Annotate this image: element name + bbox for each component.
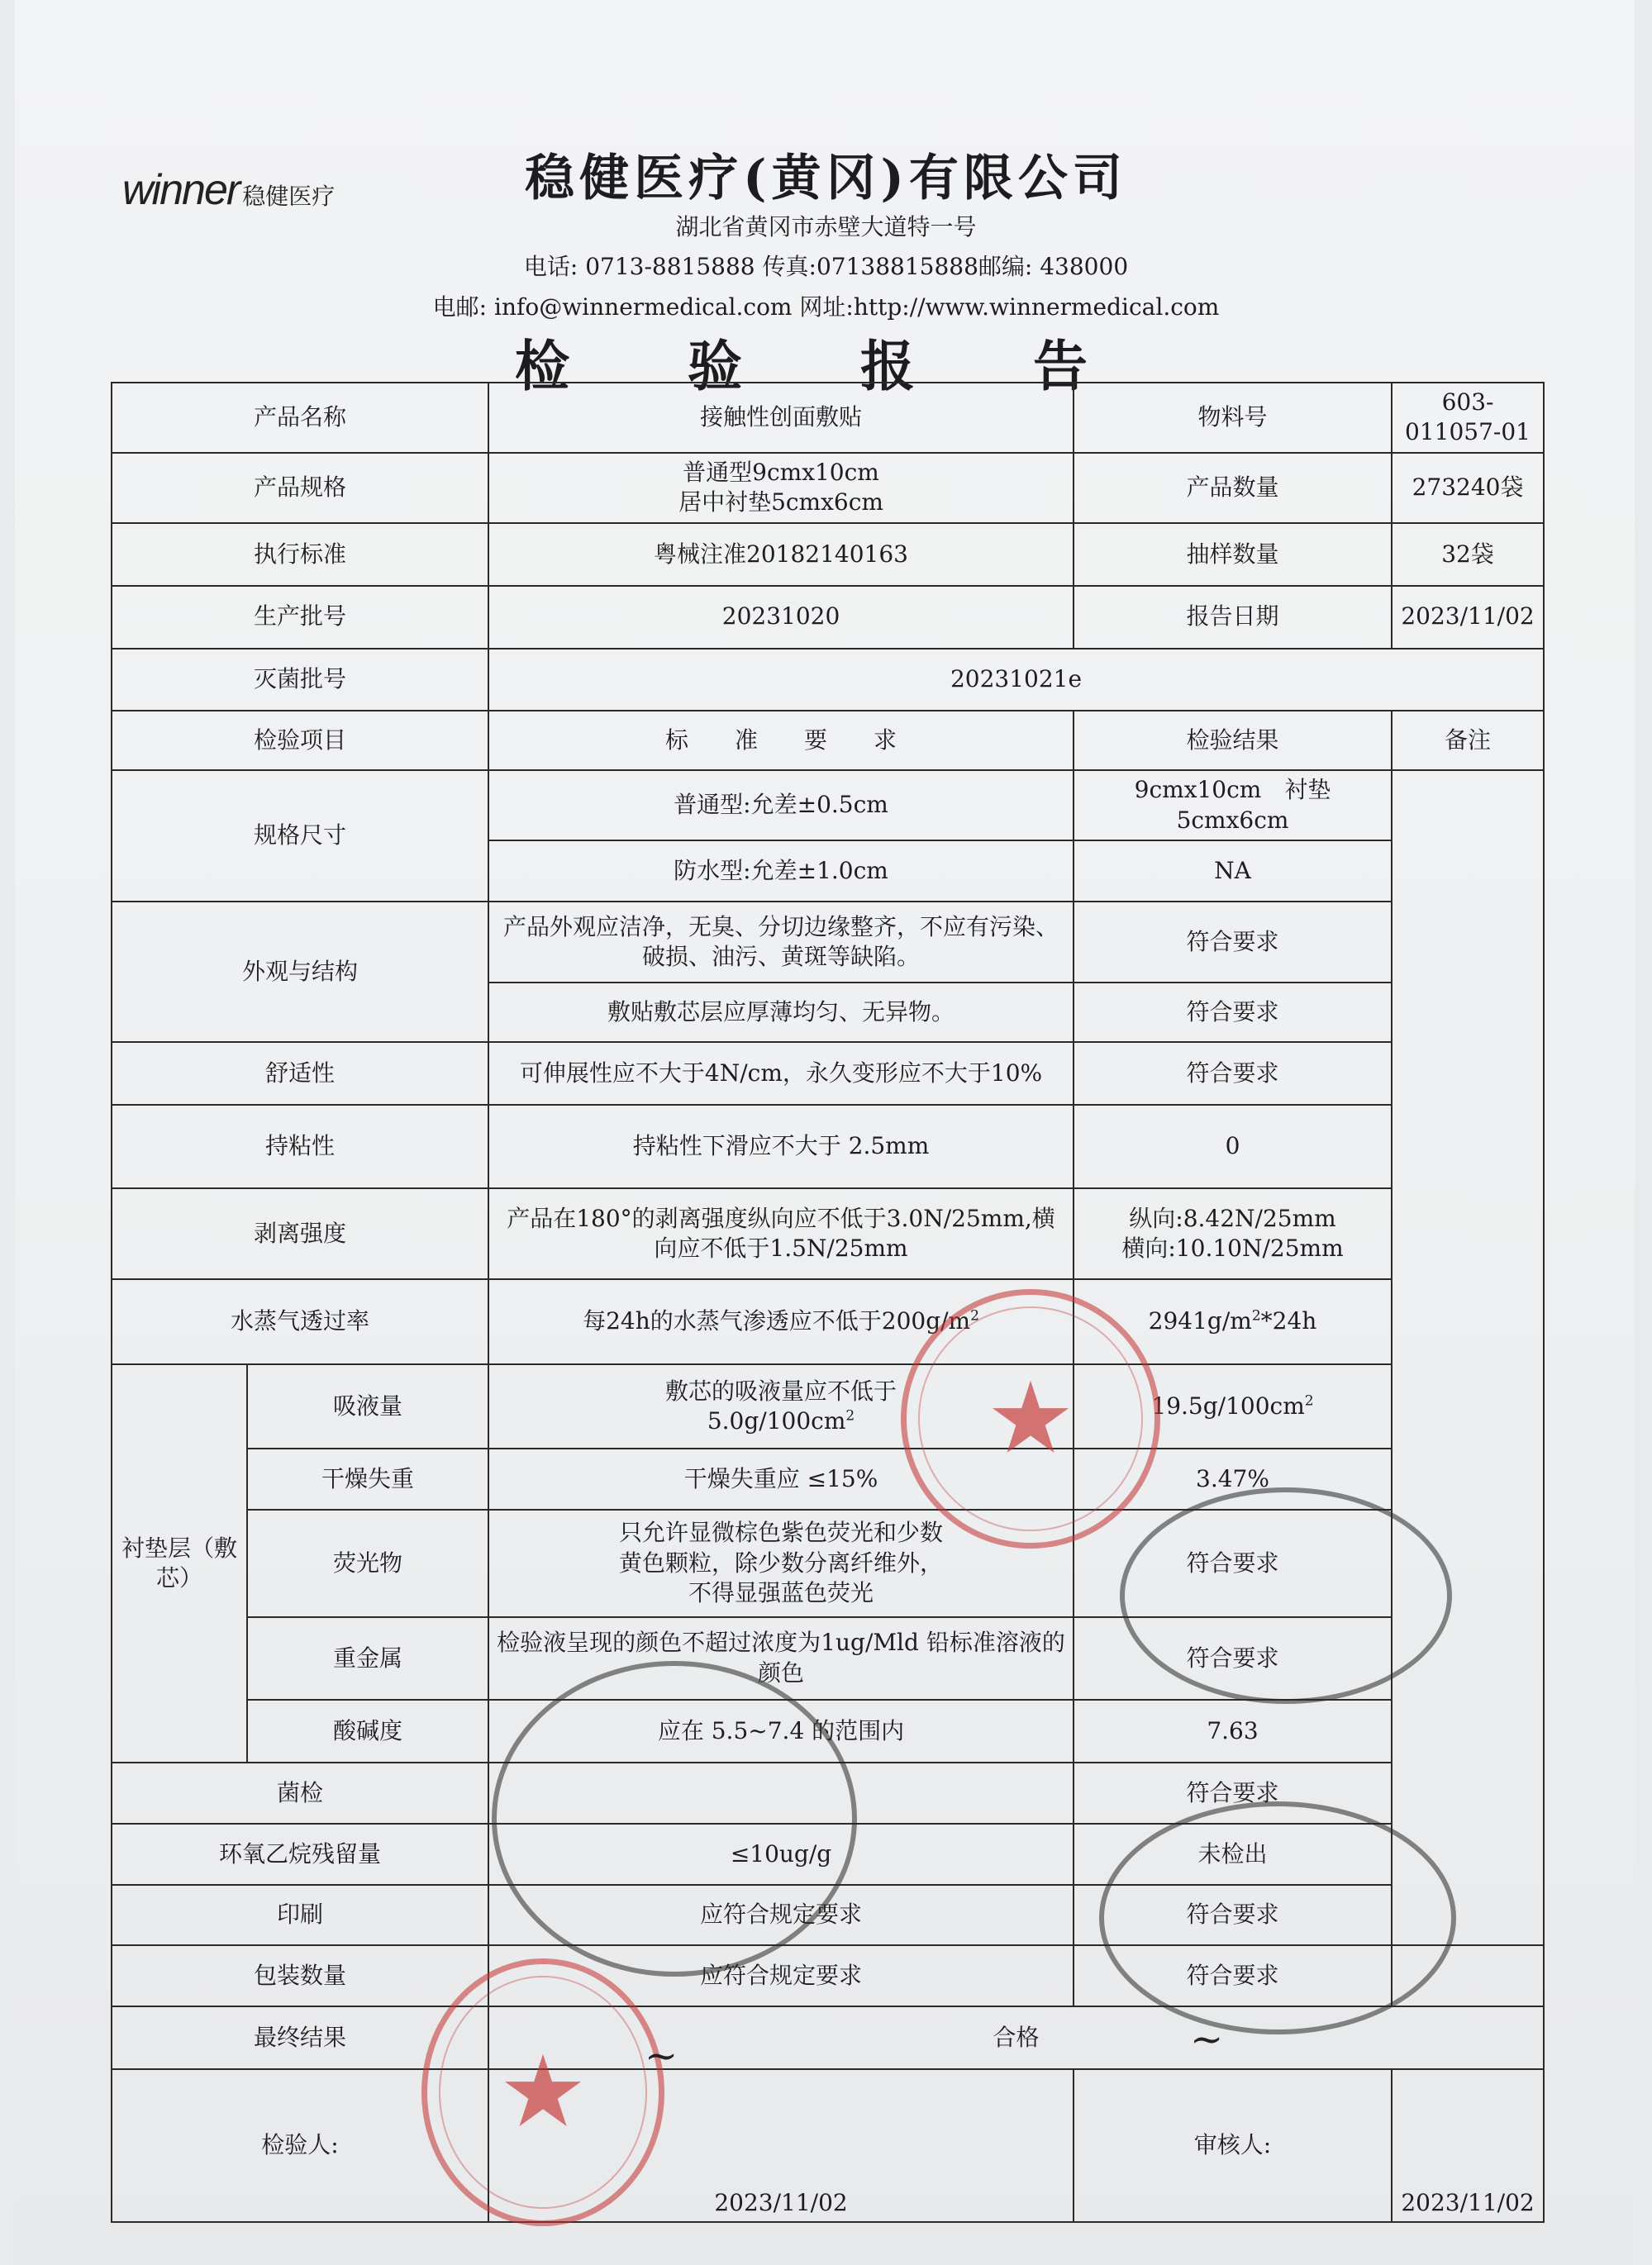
appear-req-1: 产品外观应洁净，无臭、分切边缘整齐，不应有污染、破损、油污、黄斑等缺陷。 <box>488 902 1074 983</box>
spec-label: 产品规格 <box>112 453 488 523</box>
comfort-res: 符合要求 <box>1074 1042 1392 1105</box>
dry-req: 干燥失重应 ≤15% <box>488 1449 1074 1510</box>
table-row <box>112 2069 1544 2222</box>
appear-req-2: 敷贴敷芯层应厚薄均匀、无异物。 <box>488 983 1074 1042</box>
pack-res: 符合要求 <box>1074 1945 1392 2006</box>
steril-value: 20231021e <box>488 649 1544 711</box>
print-res: 符合要求 <box>1074 1885 1392 1946</box>
red-stamp-pharmacy: ★ <box>421 1958 664 2226</box>
final-label: 最终结果 <box>112 2006 488 2069</box>
table-row <box>112 1885 1544 1946</box>
date-label: 报告日期 <box>1074 586 1392 649</box>
table-row <box>112 1945 1544 2006</box>
size-res-2: NA <box>1074 840 1392 902</box>
company-contact: 电话: 0713-8815888 传真:07138815888邮编: 438000 <box>523 253 1129 280</box>
peel-req: 产品在180°的剥离强度纵向应不低于3.0N/25mm,横向应不低于1.5N/25mm <box>488 1188 1074 1280</box>
note-cell <box>1392 770 1544 1945</box>
spec-value: 普通型9cmx10cm 居中衬垫5cmx6cm <box>488 453 1074 523</box>
product-name-label: 产品名称 <box>112 383 488 453</box>
col-item: 检验项目 <box>112 711 488 770</box>
steril-label: 灭菌批号 <box>112 649 488 711</box>
table-row <box>112 1617 1544 1701</box>
metal-res: 符合要求 <box>1074 1617 1392 1701</box>
vapor-res: $2941g/m^2*24h$ <box>1074 1279 1392 1364</box>
peel-res: 纵向:8.42N/25mm 横向:10.10N/25mm <box>1074 1188 1392 1280</box>
table-row <box>112 711 1544 770</box>
pack-label: 包装数量 <box>112 1945 488 2006</box>
size-req-1: 普通型:允差±0.5cm <box>488 770 1074 840</box>
vapor-label: 水蒸气透过率 <box>112 1279 488 1364</box>
table-row <box>112 1042 1544 1105</box>
table-row <box>112 902 1544 983</box>
company-name: 稳健医疗(黄冈)有限公司 <box>525 150 1127 207</box>
table-row <box>112 453 1544 523</box>
table-row <box>112 586 1544 649</box>
adhesion-req: 持粘性下滑应不大于 2.5mm <box>488 1105 1074 1188</box>
table-row <box>112 383 1544 453</box>
company-logo: winner 稳健医疗 <box>122 166 336 214</box>
material-no-value: 603-011057-01 <box>1392 383 1544 453</box>
absorb-res: $19.5g/100cm^2$ <box>1074 1364 1392 1449</box>
size-label: 规格尺寸 <box>112 770 488 902</box>
col-req: 标 准 要 求 <box>488 711 1074 770</box>
table-row <box>112 770 1544 840</box>
table-row <box>112 2006 1544 2069</box>
standard-label: 执行标准 <box>112 523 488 586</box>
fluor-label: 荧光物 <box>247 1510 488 1616</box>
pack-req: 应符合规定要求 <box>488 1945 1074 2006</box>
inspection-table <box>111 382 1545 2223</box>
table-row <box>112 1510 1544 1616</box>
table-row <box>112 523 1544 586</box>
absorb-req: 敷芯的吸液量应不低于 $5.0g/100cm^2$ <box>488 1364 1074 1449</box>
qty-value: 273240袋 <box>1392 453 1544 523</box>
appear-res-2: 符合要求 <box>1074 983 1392 1042</box>
batch-label: 生产批号 <box>112 586 488 649</box>
fluor-res: 符合要求 <box>1074 1510 1392 1616</box>
appear-label: 外观与结构 <box>112 902 488 1042</box>
pad-label: 衬垫层（敷芯） <box>112 1364 247 1763</box>
reviewer-signature: ~ <box>1190 2016 1224 2063</box>
table-row <box>112 1763 1544 1824</box>
absorb-label: 吸液量 <box>247 1364 488 1449</box>
table-row <box>112 1449 1544 1510</box>
print-req: 应符合规定要求 <box>488 1885 1074 1946</box>
print-label: 印刷 <box>112 1885 488 1946</box>
adhesion-res: 0 <box>1074 1105 1392 1188</box>
comfort-req: 可伸展性应不大于4N/cm，永久变形应不大于10% <box>488 1042 1074 1105</box>
table-row <box>112 1279 1544 1364</box>
ph-label: 酸碱度 <box>247 1700 488 1763</box>
bact-label: 菌检 <box>112 1763 488 1824</box>
sample-label: 抽样数量 <box>1074 523 1392 586</box>
size-req-2: 防水型:允差±1.0cm <box>488 840 1074 902</box>
product-name-value: 接触性创面敷贴 <box>488 383 1074 453</box>
table-row <box>112 649 1544 711</box>
table-row <box>112 1824 1544 1885</box>
qty-label: 产品数量 <box>1074 453 1392 523</box>
metal-req: 检验液呈现的颜色不超过浓度为1ug/Mld 铅标准溶液的颜色 <box>488 1617 1074 1701</box>
comfort-label: 舒适性 <box>112 1042 488 1105</box>
pack-note <box>1392 1945 1544 2006</box>
sample-value: 32袋 <box>1392 523 1544 586</box>
date-value: 2023/11/02 <box>1392 586 1544 649</box>
reviewer-date: 2023/11/02 <box>1401 2188 1535 2216</box>
appear-res-1: 符合要求 <box>1074 902 1392 983</box>
table-row <box>112 1700 1544 1763</box>
material-no-label: 物料号 <box>1074 383 1392 453</box>
report-title: 检 验 报 告 <box>515 334 1137 398</box>
ph-res: 7.63 <box>1074 1700 1392 1763</box>
batch-value: 20231020 <box>488 586 1074 649</box>
dry-label: 干燥失重 <box>247 1449 488 1510</box>
table-row <box>112 1188 1544 1280</box>
red-stamp-quality: ★ <box>901 1289 1160 1549</box>
col-note: 备注 <box>1392 711 1544 770</box>
col-result: 检验结果 <box>1074 711 1392 770</box>
adhesion-label: 持粘性 <box>112 1105 488 1188</box>
peel-label: 剥离强度 <box>112 1188 488 1280</box>
bact-res: 符合要求 <box>1074 1763 1392 1824</box>
ph-req: 应在 5.5~7.4 的范围内 <box>488 1700 1074 1763</box>
table-row <box>112 1364 1544 1449</box>
eo-req: ≤10ug/g <box>488 1824 1074 1885</box>
dry-res: 3.47% <box>1074 1449 1392 1510</box>
inspector-date: 2023/11/02 <box>714 2188 848 2216</box>
metal-label: 重金属 <box>247 1617 488 1701</box>
reviewer-sign-cell <box>1392 2069 1544 2222</box>
table-row <box>112 1105 1544 1188</box>
bact-req <box>488 1763 1074 1824</box>
reviewer-label: 审核人: <box>1074 2069 1392 2222</box>
eo-res: 未检出 <box>1074 1824 1392 1885</box>
inspector-signature: ~ <box>645 2033 678 2079</box>
vapor-req: 每24h的水蒸气渗透应不低于$200g/m^2$ <box>488 1279 1074 1364</box>
inspector-sign-cell <box>488 2069 1074 2222</box>
company-email-web: 电邮: info@winnermedical.com 网址:http://www.winnermedical.com <box>432 293 1220 321</box>
eo-label: 环氧乙烷残留量 <box>112 1824 488 1885</box>
final-res: 合格 <box>488 2006 1544 2069</box>
fluor-req: 只允许显微棕色紫色荧光和少数黄色颗粒，除少数分离纤维外，不得显强蓝色荧光 <box>488 1510 1074 1616</box>
size-res-1: 9cmx10cm 衬垫5cmx6cm <box>1074 770 1392 840</box>
company-address: 湖北省黄冈市赤壁大道特一号 <box>675 213 977 240</box>
standard-value: 粤械注准20182140163 <box>488 523 1074 586</box>
inspector-label: 检验人: <box>112 2069 488 2222</box>
